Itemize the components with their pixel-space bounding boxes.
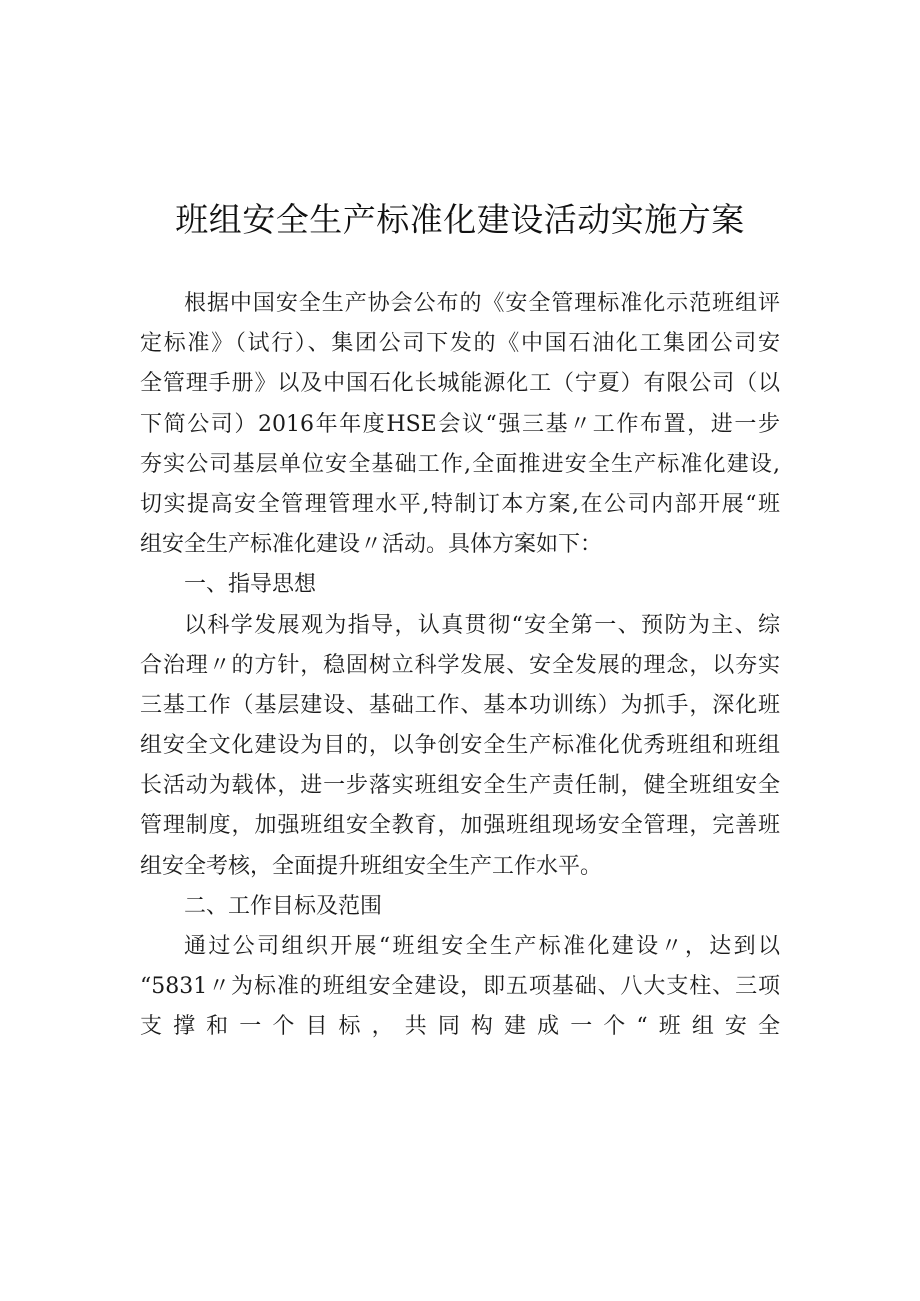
body-line: 组安全生产标准化建设〃活动。具体方案如下：	[140, 532, 603, 558]
body-line: 支撑和一个目标，共同构建成一个“班组安全	[140, 1014, 780, 1040]
body-line: 全管理手册》以及中国石化长城能源化工（宁夏）有限公司（以	[140, 371, 780, 397]
body-line: “5831〃为标准的班组安全建设，即五项基础、八大支柱、三项	[140, 974, 780, 1000]
body-line: 三基工作（基层建设、基础工作、基本功训练）为抓手，深化班	[140, 692, 780, 718]
body-line: 组安全考核，全面提升班组安全生产工作水平。	[140, 853, 603, 879]
body-line: 一、指导思想	[184, 572, 317, 598]
body-line: 组安全文化建设为目的，以争创安全生产标准化优秀班组和班组	[140, 733, 780, 759]
document-body	[140, 284, 780, 1048]
body-line: 下简公司）2016年年度HSE会议“强三基〃工作布置，进一步	[140, 411, 780, 437]
body-line: 夯实公司基层单位安全基础工作,全面推进安全生产标准化建设,	[140, 451, 780, 477]
body-line: 通过公司组织开展“班组安全生产标准化建设〃，达到以	[184, 934, 780, 959]
body-line: 切实提高安全管理管理水平,特制订本方案,在公司内部开展“班	[140, 491, 780, 517]
body-line: 根据中国安全生产协会公布的《安全管理标准化示范班组评	[184, 291, 780, 316]
body-line: 合治理〃的方针，稳固树立科学发展、安全发展的理念，以夯实	[140, 652, 780, 678]
body-line: 二、工作目标及范围	[184, 893, 383, 919]
body-line: 以科学发展观为指导，认真贯彻“安全第一、预防为主、综	[184, 612, 780, 638]
document-title: 班组安全生产标准化建设活动实施方案	[175, 200, 745, 239]
body-line: 长活动为载体，进一步落实班组安全生产责任制，健全班组安全	[140, 773, 780, 799]
body-line: 定标准》（试行）、集团公司下发的《中国石油化工集团公司安	[140, 331, 780, 357]
body-line: 管理制度，加强班组安全教育，加强班组现场安全管理，完善班	[140, 813, 780, 839]
